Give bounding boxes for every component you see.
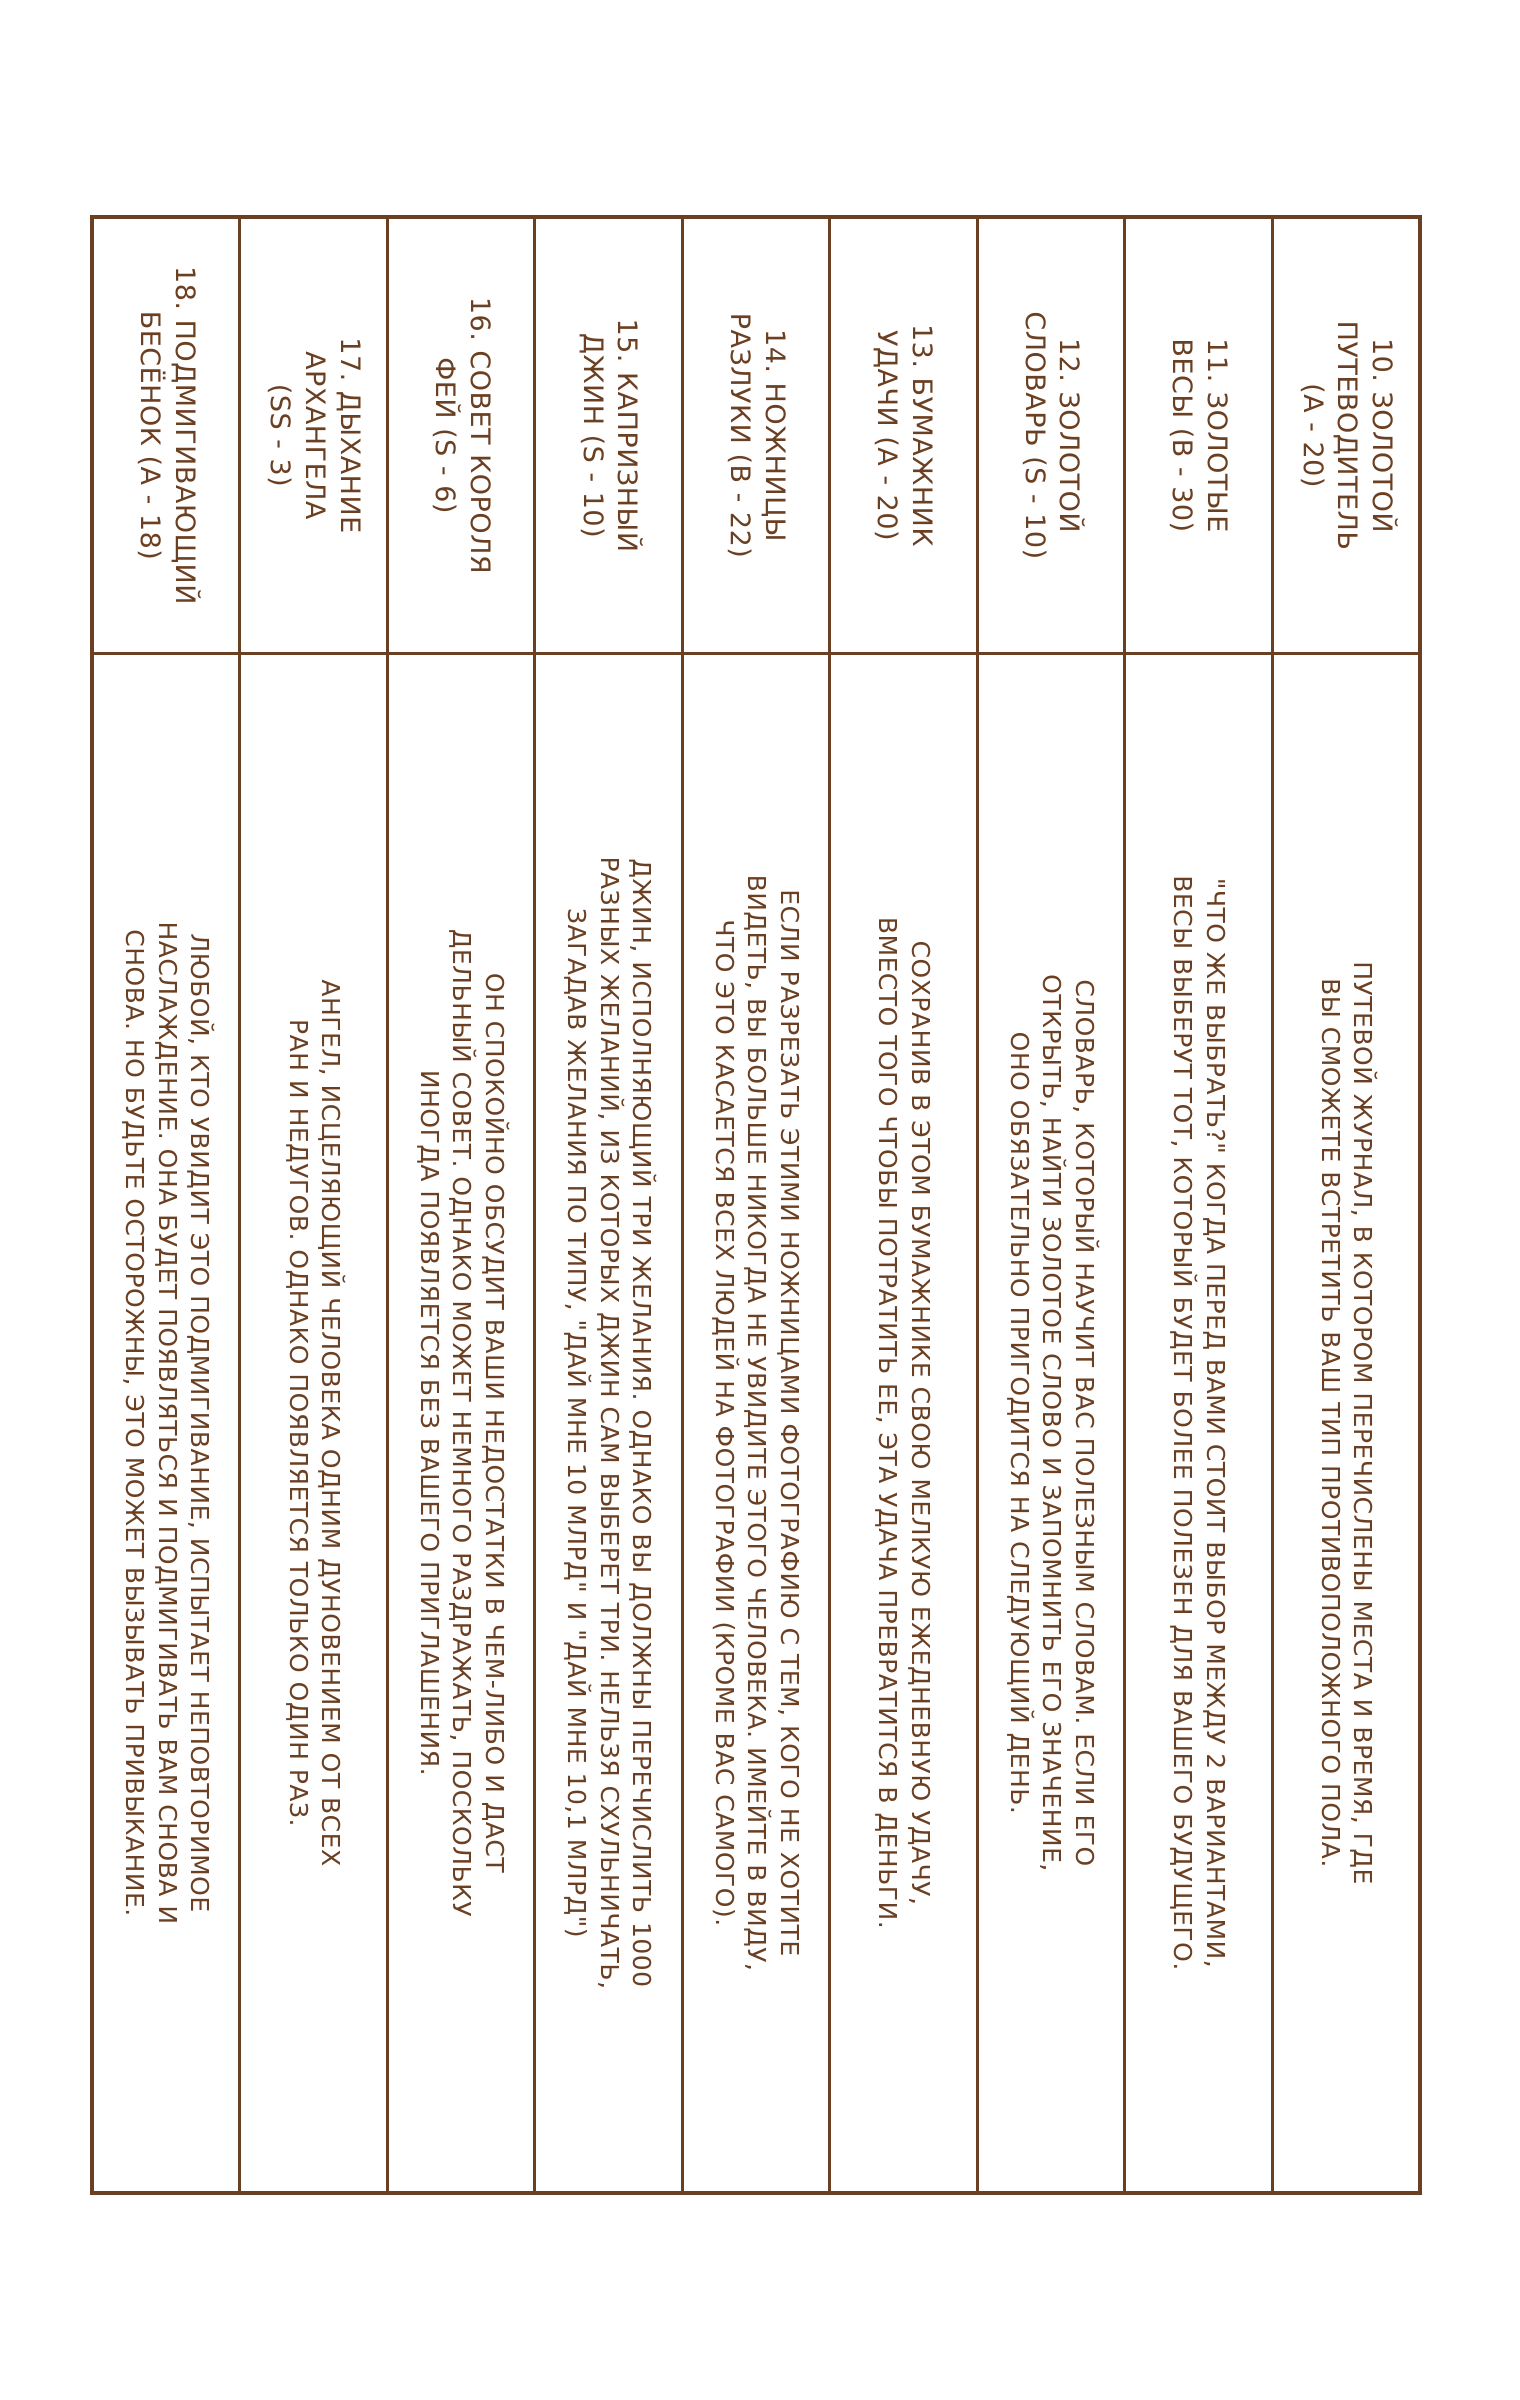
- item-name-cell: [979, 219, 1123, 655]
- item-description: СЛОВАРЬ, КОТОРЫЙ НАУЧИТ ВАС ПОЛЕЗНЫМ СЛОВАМ. ЕСЛИ ЕГО ОТКРЫТЬ, НАЙТИ ЗОЛОТОЕ СЛОВО И ЗАПОМНИТЬ ЕГО ЗНАЧЕНИЕ, ОНО ОБЯЗАТЕЛЬНО ПРИГОДИТСЯ НА СЛЕДУЮЩИЙ ДЕНЬ.: [1004, 974, 1099, 1872]
- item-description: ПУТЕВОЙ ЖУРНАЛ, В КОТОРОМ ПЕРЕЧИСЛЕНЫ МЕСТА И ВРЕМЯ, ГДЕ ВЫ СМОЖЕТЕ ВСТРЕТИТЬ ВАШ ТИП ПРОТИВОПОЛОЖНОГО ПОЛА.: [1315, 961, 1378, 1885]
- table-row: [242, 219, 389, 2191]
- item-name-cell: [831, 219, 975, 655]
- item-description: ЛЮБОЙ, КТО УВИДИТ ЭТО ПОДМИГИВАНИЕ, ИСПЫТАЕТ НЕПОВТОРИМОЕ НАСЛАЖДЕНИЕ. ОНА БУДЕТ ПОЯВЛЯТЬСЯ И ПОДМИГИВАТЬ ВАМ СНОВА И СНОВА. НО БУДЬТЕ ОСТОРОЖНЫ, ЭТО МОЖЕТ ВЫЗЫВАТЬ ПРИВЫКАНИЕ.: [120, 921, 215, 1925]
- item-description: ЕСЛИ РАЗРЕЗАТЬ ЭТИМИ НОЖНИЦАМИ ФОТОГРАФИЮ С ТЕМ, КОГО НЕ ХОТИТЕ ВИДЕТЬ, ВЫ БОЛЬШЕ НИКОГДА НЕ УВИДИТЕ ЭТОГО ЧЕЛОВЕКА. ИМЕЙТЕ В ВИДУ, ЧТО ЭТО КАСАЕТСЯ ВСЕХ ЛЮДЕЙ НА ФОТОГРАФИИ (КРОМЕ ВАС САМОГО).: [709, 874, 804, 1972]
- item-name: 18. ПОДМИГИВАЮЩИЙ БЕСЁНОК (A - 18): [134, 266, 200, 605]
- table-row: [1126, 219, 1273, 2191]
- item-name: 14. НОЖНИЦЫ РАЗЛУКИ (B - 22): [724, 312, 790, 559]
- item-description-cell: [831, 655, 975, 2191]
- item-name: 12. ЗОЛОТОЙ СЛОВАРЬ (S - 10): [1018, 311, 1085, 560]
- table-row: [979, 219, 1126, 2191]
- item-description: "ЧТО ЖЕ ВЫБРАТЬ?" КОГДА ПЕРЕД ВАМИ СТОИТ ВЫБОР МЕЖДУ 2 ВАРИАНТАМИ, ВЕСЫ ВЫБЕРУТ ТОТ, КОТОРЫЙ БУДЕТ БОЛЕЕ ПОЛЕЗЕН ДЛЯ ВАШЕГО БУДУЩЕГО.: [1168, 875, 1230, 1971]
- item-name: 15. КАПРИЗНЫЙ ДЖИН (S - 10): [576, 318, 643, 553]
- item-name: 11. ЗОЛОТЫЕ ВЕСЫ (B - 30): [1166, 338, 1232, 533]
- item-description-cell: [536, 655, 680, 2191]
- item-name-cell: [684, 219, 828, 655]
- item-description-cell: [242, 655, 386, 2191]
- item-description-cell: [1274, 655, 1418, 2191]
- item-description-cell: [94, 655, 238, 2191]
- item-name-cell: [242, 219, 386, 655]
- item-name-cell: [536, 219, 680, 655]
- item-name: 13. БУМАЖНИК УДАЧИ (A - 20): [871, 323, 938, 547]
- item-description: ДЖИН, ИСПОЛНЯЮЩИЙ ТРИ ЖЕЛАНИЯ. ОДНАКО ВЫ ДОЛЖНЫ ПЕРЕЧИСЛИТЬ 1000 РАЗНЫХ ЖЕЛАНИЙ, ИЗ КОТОРЫХ ДЖИН САМ ВЫБЕРЕТ ТРИ. НЕЛЬЗЯ СХУЛЬНИЧАТЬ, ЗАГАДАВ ЖЕЛАНИЯ ПО ТИПУ, "ДАЙ МНЕ 10 МЛРД" И "ДАЙ МНЕ 10,1 МЛРД"): [562, 856, 657, 1990]
- item-name: 16. СОВЕТ КОРОЛЯ ФЕЙ (S - 6): [429, 296, 495, 575]
- item-description-cell: [1126, 655, 1270, 2191]
- item-name-cell: [1274, 219, 1418, 655]
- table-row: [684, 219, 831, 2191]
- item-description: АНГЕЛ, ИСЦЕЛЯЮЩИЙ ЧЕЛОВЕКА ОДНИМ ДУНОВЕНИЕМ ОТ ВСЕХ РАН И НЕДУГОВ. ОДНАКО ПОЯВЛЯЕТСЯ ТОЛЬКО ОДИН РАЗ.: [283, 979, 346, 1867]
- item-description: ОН СПОКОЙНО ОБСУДИТ ВАШИ НЕДОСТАТКИ В ЧЕМ-ЛИБО И ДАСТ ДЕЛЬНЫЙ СОВЕТ. ОДНАКО МОЖЕТ НЕМНОГО РАЗДРАЖАТЬ, ПОСКОЛЬКУ ИНОГДА ПОЯВЛЯЕТСЯ БЕЗ ВАШЕГО ПРИГЛАШЕНИЯ.: [414, 928, 509, 1918]
- items-table-frame: [90, 215, 1422, 2195]
- item-name: 10. ЗОЛОТОЙ ПУТЕВОДИТЕЛЬ (A - 20): [1296, 320, 1397, 551]
- item-name-cell: [389, 219, 533, 655]
- table-row: [1274, 219, 1418, 2191]
- item-description-cell: [979, 655, 1123, 2191]
- table-row: [389, 219, 536, 2191]
- item-name-cell: [1126, 219, 1270, 655]
- items-table: [90, 215, 1422, 2195]
- item-name-cell: [94, 219, 238, 655]
- item-name: 17. ДЫХАНИЕ АРХАНГЕЛА (SS - 3): [264, 337, 365, 534]
- table-row: [536, 219, 683, 2191]
- item-description: СОХРАНИВ В ЭТОМ БУМАЖНИКЕ СВОЮ МЕЛКУЮ ЕЖЕДНЕВНУЮ УДАЧУ, ВМЕСТО ТОГО ЧТОБЫ ПОТРАТИТЬ ЕЕ, ЭТА УДАЧА ПРЕВРАТИТСЯ В ДЕНЬГИ.: [873, 916, 935, 1930]
- table-row: [94, 219, 241, 2191]
- item-description-cell: [389, 655, 533, 2191]
- item-description-cell: [684, 655, 828, 2191]
- table-row: [831, 219, 978, 2191]
